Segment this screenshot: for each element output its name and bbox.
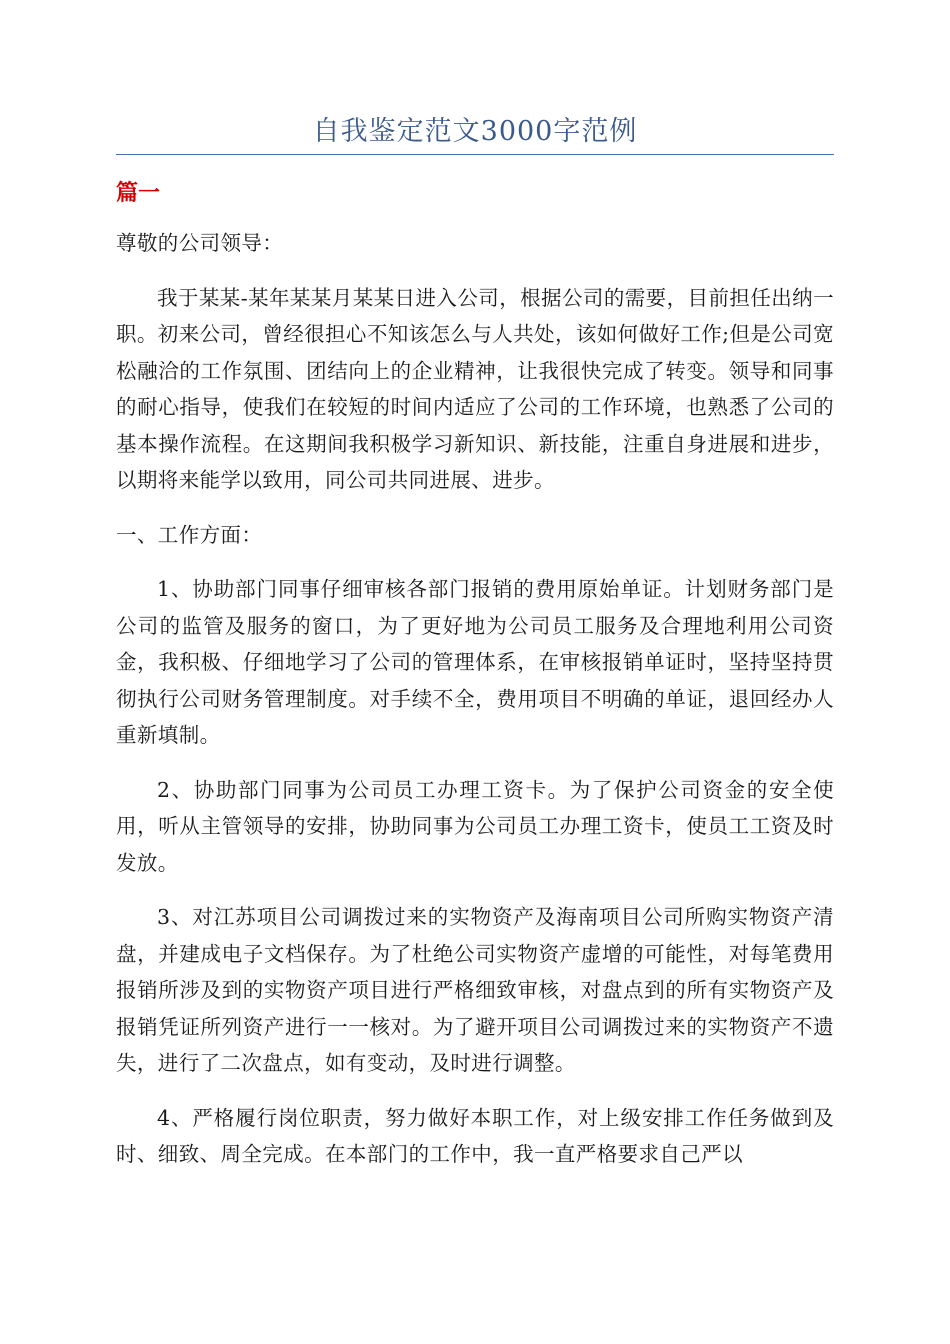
paragraph-item-4: 4、严格履行岗位职责，努力做好本职工作，对上级安排工作任务做到及时、细致、周全完成。在本部门的工作中，我一直严格要求自己严以 <box>116 1105 834 1166</box>
paragraph-item-3: 3、对江苏项目公司调拨过来的实物资产及海南项目公司所购实物资产清盘，并建成电子文档保存。为了杜绝公司实物资产虚增的可能性，对每笔费用报销所涉及到的实物资产项目进行严格细致审核，对盘点到的所有实物资产及报销凭证所列资产进行一一核对。为了避开项目公司调拨过来的实物资产不遗失，进行了二次盘点，如有变动，及时进行调整。 <box>116 905 834 1075</box>
salutation: 尊敬的公司领导： <box>116 231 284 255</box>
section-heading: 篇一 <box>116 181 161 206</box>
paragraph-work-heading: 一、工作方面： <box>116 522 263 547</box>
paragraph-item-1: 1、协助部门同事仔细审核各部门报销的费用原始单证。计划财务部门是公司的监管及服务的窗口，为了更好地为公司员工服务及合理地利用公司资金，我积极、仔细地学习了公司的管理体系，在审核报销单证时，坚持坚持贯彻执行公司财务管理制度。对手续不全，费用项目不明确的单证，退回经办人重新填制。 <box>116 577 834 747</box>
document-body <box>116 225 834 1191</box>
document-title: 自我鉴定范文3000字范例 <box>312 116 638 147</box>
paragraph-intro: 我于某某-某年某某月某某日进入公司，根据公司的需要，目前担任出纳一职。初来公司，曾经很担心不知该怎么与人共处，该如何做好工作;但是公司宽松融洽的工作氛围、团结向上的企业精神，让我很快完成了转变。领导和同事的耐心指导，使我们在较短的时间内适应了公司的工作环境，也熟悉了公司的基本操作流程。在这期间我积极学习新知识、新技能，注重自身进展和进步，以期将来能学以致用，同公司共同进展、进步。 <box>116 285 834 492</box>
title-underline <box>116 154 834 155</box>
paragraph-item-2: 2、协助部门同事为公司员工办理工资卡。为了保护公司资金的安全使用，听从主管领导的安排，协助同事为公司员工办理工资卡，使员工工资及时发放。 <box>116 777 834 875</box>
